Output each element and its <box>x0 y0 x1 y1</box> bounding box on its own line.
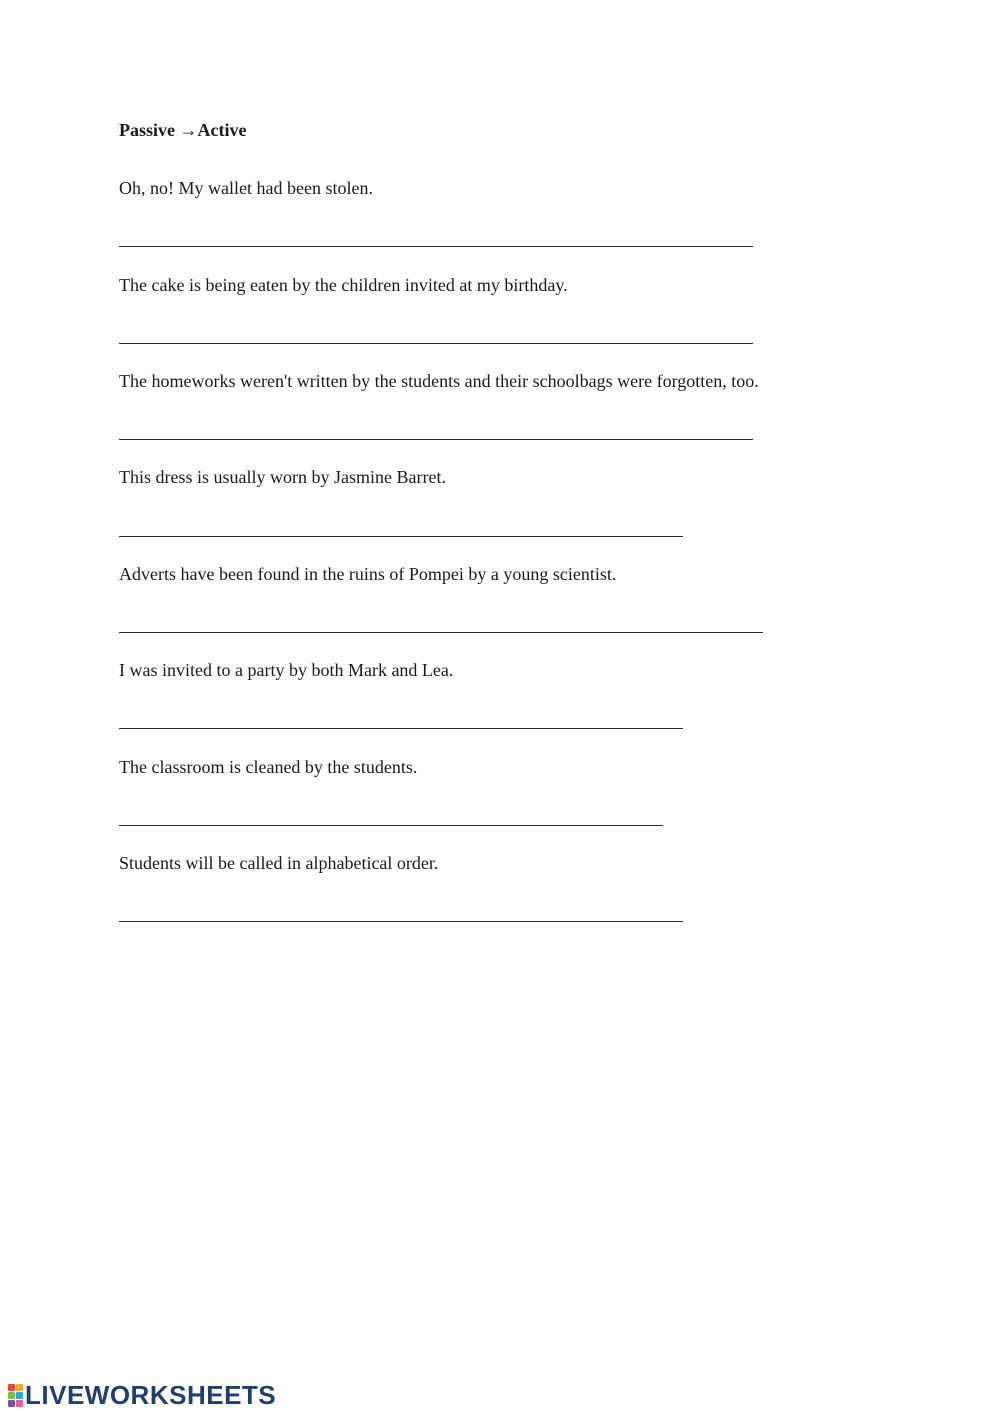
answer-line-5[interactable] <box>119 632 763 633</box>
answer-line-6[interactable] <box>119 728 683 729</box>
sentence-3: The homeworks weren't written by the students and their schoolbags were forgotten, too. <box>119 371 759 391</box>
logo-text: LIVEWORKSHEETS <box>25 1380 277 1410</box>
sentence-7: The classroom is cleaned by the students. <box>119 757 418 777</box>
logo-block <box>16 1384 23 1391</box>
answer-line-3[interactable] <box>119 439 753 440</box>
logo-block <box>16 1392 23 1399</box>
sentence-1: Oh, no! My wallet had been stolen. <box>119 178 373 198</box>
sentence-5: Adverts have been found in the ruins of Pompei by a young scientist. <box>119 564 617 584</box>
liveworksheets-logo <box>8 1382 276 1408</box>
sentence-8: Students will be called in alphabetical order. <box>119 853 439 873</box>
logo-block <box>8 1400 15 1407</box>
answer-line-8[interactable] <box>119 921 683 922</box>
logo-block <box>8 1392 15 1399</box>
sentence-2: The cake is being eaten by the children invited at my birthday. <box>119 275 568 295</box>
answer-line-4[interactable] <box>119 536 683 537</box>
logo-block <box>16 1400 23 1407</box>
logo-blocks-icon <box>8 1384 23 1407</box>
logo-block <box>8 1384 15 1391</box>
answer-line-1[interactable] <box>119 246 753 247</box>
worksheet-title: Passive →Active <box>119 120 247 140</box>
answer-line-7[interactable] <box>119 825 663 826</box>
sentence-4: This dress is usually worn by Jasmine Barret. <box>119 467 446 487</box>
answer-line-2[interactable] <box>119 343 753 344</box>
sentence-6: I was invited to a party by both Mark and Lea. <box>119 660 454 680</box>
